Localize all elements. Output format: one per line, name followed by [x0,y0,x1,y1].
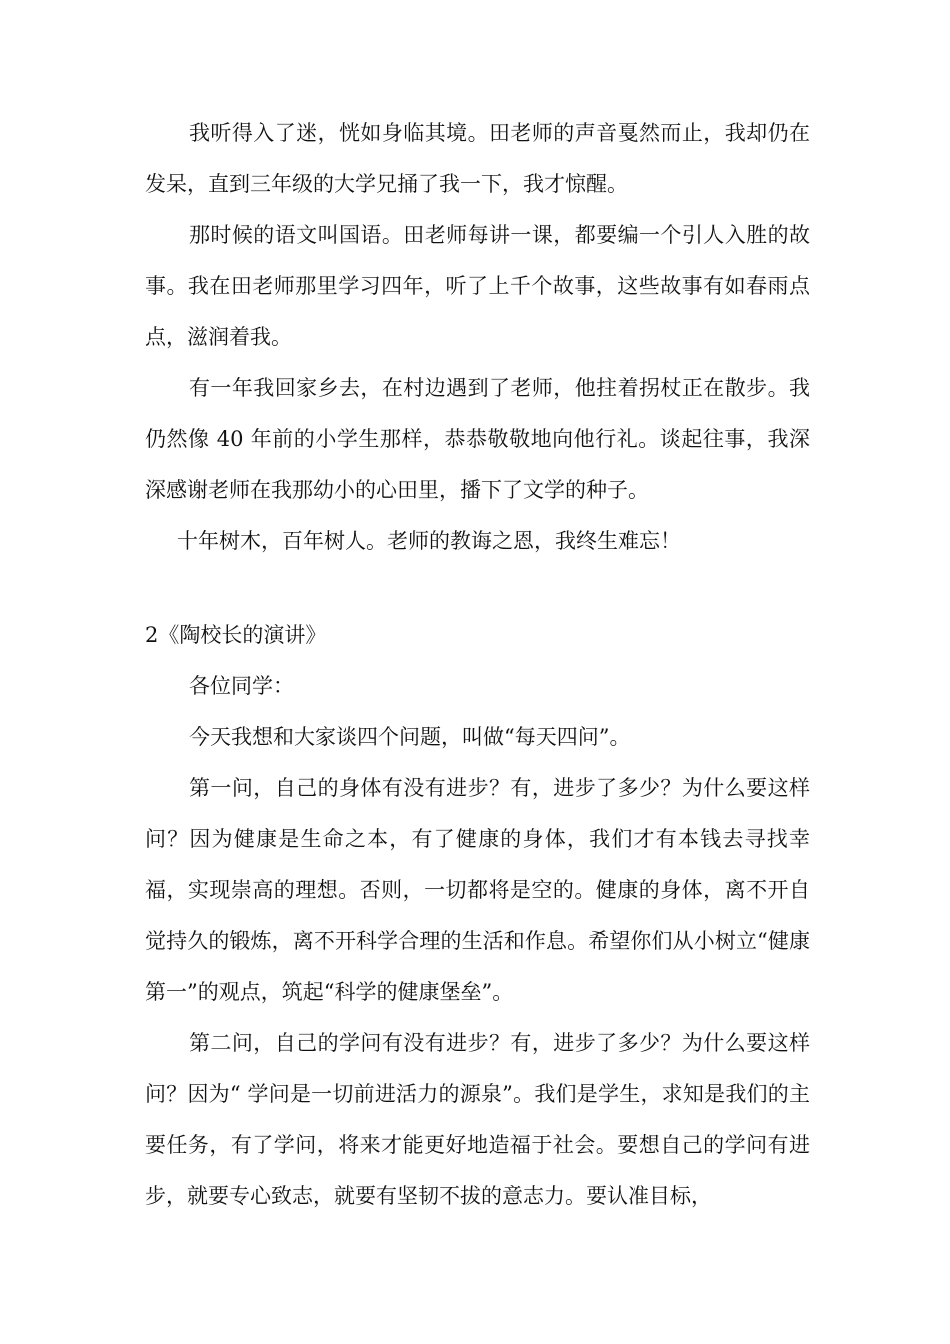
story-one-section [145,108,810,567]
closing-line: 十年树木，百年树人。老师的教诲之恩，我终生难忘！ [177,529,681,553]
story-two-section [145,610,810,1222]
paragraph: 那时候的语文叫国语。田老师每讲一课，都要编一个引人入胜的故事。我在田老师那里学习四年，听了上千个故事，这些故事有如春雨点点，滋润着我。 [145,223,810,349]
paragraph: 第一问，自己的身体有没有进步？有，进步了多少？为什么要这样问？因为健康是生命之本，有了健康的身体，我们才有本钱去寻找幸福，实现崇高的理想。否则，一切都将是空的。健康的身体，离不开自觉持久的锻炼，离不开科学合理的生活和作息。希望你们从小树立“健康第一”的观点，筑起“科学的健康堡垒”。 [145,776,810,1004]
paragraph: 第二问，自己的学问有没有进步？有，进步了多少？为什么要这样问？因为“ 学问是一切前进活力的源泉”。我们是学生，求知是我们的主要任务，有了学问，将来才能更好地造福于社会。要想自己的学问有进步，就要专心致志，就要有坚韧不拔的意志力。要认准目标， [145,1031,810,1208]
section-heading: 2《陶校长的演讲》 [145,623,327,647]
paragraph: 我听得入了迷，恍如身临其境。田老师的声音戛然而止，我却仍在发呆，直到三年级的大学兄捅了我一下，我才惊醒。 [145,121,810,196]
paragraph: 有一年我回家乡去，在村边遇到了老师，他拄着拐杖正在散步。我仍然像 40 年前的小学生那样，恭恭敬敬地向他行礼。谈起往事，我深深感谢老师在我那幼小的心田里，播下了文学的种子。 [145,376,810,502]
paragraph: 今天我想和大家谈四个问题，叫做“每天四问”。 [189,725,631,749]
greeting: 各位同学： [189,674,294,698]
